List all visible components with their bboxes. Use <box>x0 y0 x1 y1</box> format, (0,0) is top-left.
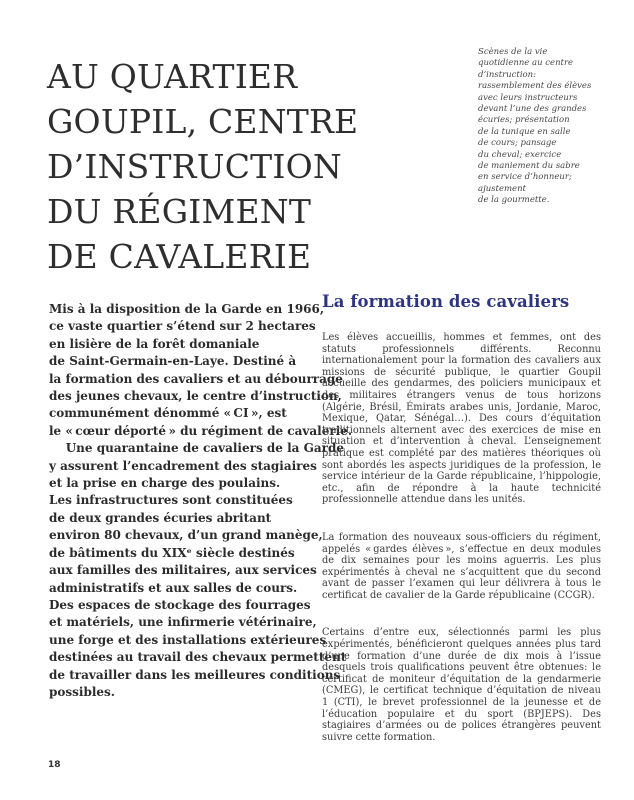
photo-caption-line: de cours; pansage <box>478 138 557 149</box>
page-title <box>47 54 467 279</box>
photo-caption-line: de la gourmette. <box>478 195 550 206</box>
section-paragraph: Les élèves accueillis, hommes et femmes, ont des statuts professionnels différents. Reconnu internationalement pour la formation des cavaliers aux missions de sécurité publique, le quartier Goupil accueille des gendarmes, des policiers municipaux et des militaires étrangers venus de tous horizons (Algérie, Brésil, Émirats arabes unis, Jordanie, Maroc, Mexique, Qatar, Sénégal…). Des cours d’équitation traditionnels alternent avec des exercices de mise en situation et d’intervention à cheval. L’enseignement pratique est complété par des matières théoriques où sont abordés les aspects juridiques de la profession, le service intérieur de la Garde républicaine, l’hippologie, etc., afin de répondre à la haute technicité professionnelle attendue dans les unités. <box>322 332 601 506</box>
photo-caption <box>478 47 608 207</box>
page-title-line: AU QUARTIER <box>47 57 298 97</box>
intro-line: aux familles des militaires, aux services <box>49 563 317 578</box>
intro-line: et la prise en charge des poulains. <box>49 476 281 491</box>
photo-caption-line: rassemblement des élèves <box>478 81 592 92</box>
photo-caption-line: de maniement du sabre <box>478 161 580 172</box>
intro-line: communément dénommé « CI », est <box>49 406 287 421</box>
intro-column <box>49 301 353 701</box>
section-heading: La formation des cavaliers <box>322 292 570 311</box>
photo-caption-line: écuries; présentation <box>478 115 570 126</box>
intro-line: une forge et des installations extérieures <box>49 632 327 647</box>
intro-line: de bâtiments du XIXᵉ siècle destinés <box>49 545 295 560</box>
intro-line: ce vaste quartier s’étend sur 2 hectares <box>49 319 316 334</box>
page-title-line: DE CAVALERIE <box>47 237 312 277</box>
section-paragraph: Certains d’entre eux, sélectionnés parmi les plus expérimentés, bénéficieront quelques années plus tard d’une formation d’une durée de dix mois à l’issue desquels trois qualifications peuvent être obtenues: le certificat de moniteur d’équitation de la gendarmerie (CMEG), le certificat technique d’équitation de niveau 1 (CTI), le brevet professionnel de la jeunesse et de l’éducation populaire et du sport (BPJEPS). Des stagiaires d’armées ou de polices étrangères peuvent suivre cette formation. <box>322 627 601 743</box>
intro-line: possibles. <box>49 684 115 699</box>
intro-line: destinées au travail des chevaux permettent <box>49 650 347 665</box>
photo-caption-line: d’instruction: <box>478 69 537 80</box>
intro-line: Une quarantaine de cavaliers de la Garde <box>49 441 344 456</box>
intro-line: environ 80 chevaux, d’un grand manège, <box>49 528 323 543</box>
photo-caption-line: Scènes de la vie <box>478 47 548 57</box>
intro-line: Des espaces de stockage des fourrages <box>49 597 311 612</box>
intro-line: en lisière de la forêt domaniale <box>49 336 260 351</box>
intro-line: Mis à la disposition de la Garde en 1966, <box>49 302 325 316</box>
intro-line: de Saint-Germain-en-Laye. Destiné à <box>49 354 297 369</box>
intro-line: y assurent l’encadrement des stagiaires <box>49 458 317 473</box>
photo-caption-line: de la tunique en salle <box>478 126 571 137</box>
intro-line: et matériels, une infirmerie vétérinaire, <box>49 615 317 630</box>
page-title-line: GOUPIL, CENTRE <box>47 102 359 142</box>
intro-line: Les infrastructures sont constituées <box>49 493 293 508</box>
photo-caption-line: en service d’honneur; <box>478 172 572 183</box>
intro-line: de deux grandes écuries abritant <box>49 510 272 525</box>
intro-line: le « cœur déporté » du régiment de cavalerie. <box>49 423 353 438</box>
photo-caption-line: avec leurs instructeurs <box>478 92 578 103</box>
photo-caption-line: devant l’une des grandes <box>478 104 587 115</box>
intro-line: administratifs et aux salles de cours. <box>49 580 298 595</box>
page-title-line: D’INSTRUCTION <box>47 147 342 187</box>
page-title-line: DU RÉGIMENT <box>47 192 312 232</box>
intro-line: de travailler dans les meilleures conditions <box>49 667 341 682</box>
intro-line: des jeunes chevaux, le centre d’instruction, <box>49 389 342 404</box>
intro-line: la formation des cavaliers et au débourrage <box>49 371 343 386</box>
photo-caption-line: du cheval; exercice <box>478 149 562 160</box>
section-column <box>322 292 601 769</box>
photo-caption-line: ajustement <box>478 183 526 194</box>
photo-caption-line: quotidienne au centre <box>478 58 574 69</box>
section-paragraph: La formation des nouveaux sous-officiers du régiment, appelés « gardes élèves », s’effectue en deux modules de dix semaines pour les moins aguerris. Les plus expérimentés à cheval ne s’acquittent que du second avant de passer l’examen qui leur délivrera à tous le certificat de cavalier de la Garde républicaine (CCGR). <box>322 531 601 601</box>
page-number: 18 <box>48 760 61 770</box>
